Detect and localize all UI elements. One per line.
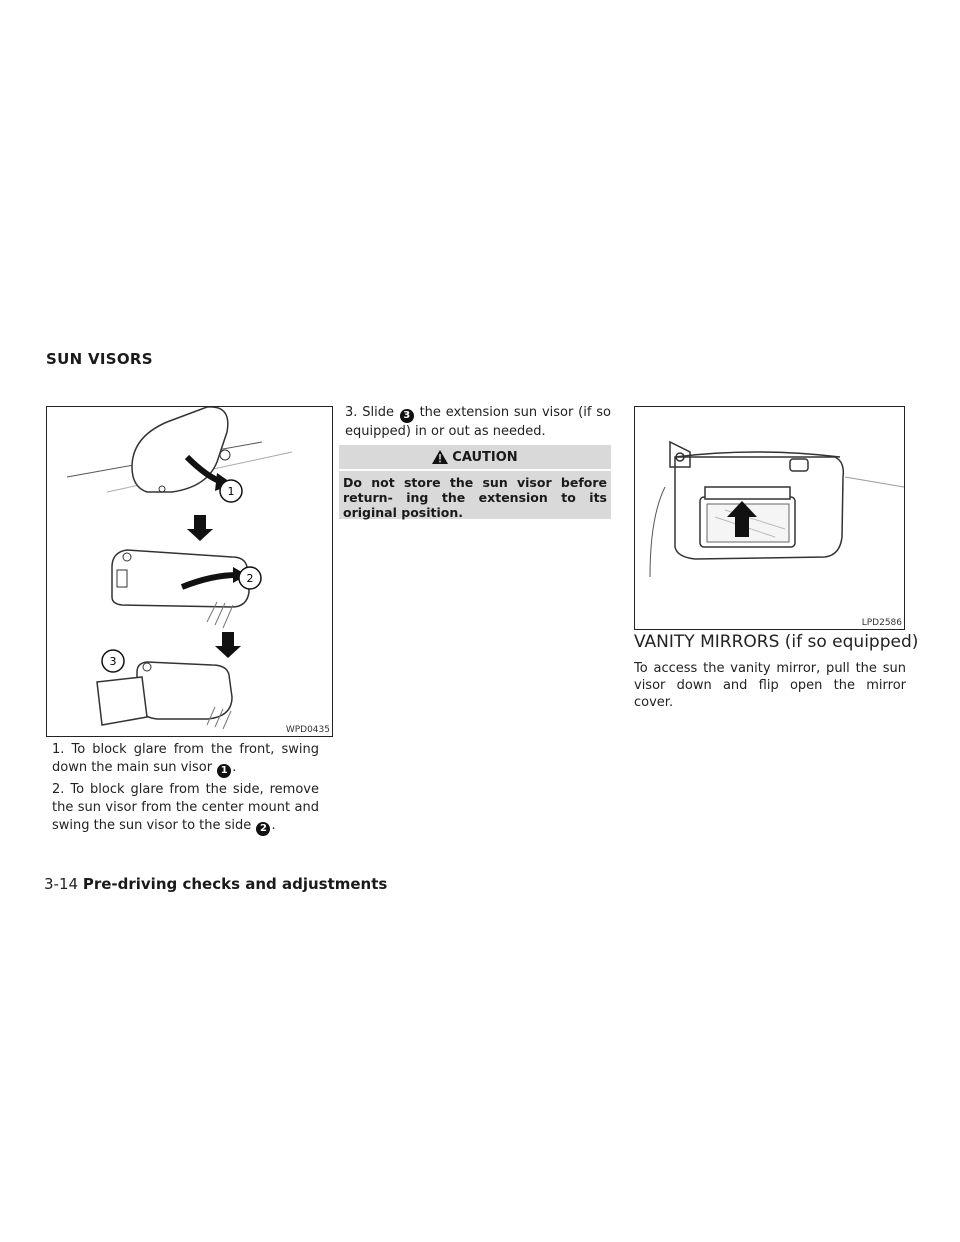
sun-visor-steps-drawing	[47, 407, 332, 736]
warning-icon	[432, 450, 448, 464]
callout-3-label: 3	[109, 655, 117, 668]
page-number: 3-14	[44, 875, 79, 893]
step-2-number: 2.	[52, 782, 65, 797]
step-1-text: To block glare from the front, swing down the main sun visor	[52, 742, 320, 775]
step-1	[52, 741, 319, 778]
caution-text: Do not store the sun visor before return- ing the extension to its original position.	[339, 471, 611, 519]
vanity-mirror-drawing	[635, 407, 904, 629]
step-2-end: .	[271, 818, 276, 833]
ref-badge-2: 2	[256, 822, 270, 836]
step-3-number: 3.	[345, 405, 358, 420]
section-title: SUN VISORS	[46, 350, 153, 368]
callout-2-label: 2	[246, 572, 254, 585]
ref-badge-3: 3	[400, 409, 414, 423]
page-footer	[44, 875, 387, 893]
step-3	[345, 404, 611, 441]
vanity-mirrors-text: To access the vanity mirror, pull the sun visor down and flip open the mirror cover.	[634, 661, 906, 710]
step-2	[52, 781, 319, 836]
step-3-text-b: the extension sun visor (if so equipped) in or out as needed.	[345, 405, 611, 439]
figure-code: WPD0435	[285, 725, 330, 735]
sun-visor-illustration	[46, 406, 333, 737]
callout-1-label: 1	[227, 485, 235, 498]
caution-label: CAUTION	[452, 449, 518, 465]
vanity-mirror-illustration	[634, 406, 905, 630]
vanity-mirrors-heading: VANITY MIRRORS (if so equipped)	[634, 632, 919, 652]
chapter-title: Pre-driving checks and adjustments	[82, 875, 388, 893]
step-1-number: 1.	[52, 742, 65, 757]
step-1-end: .	[232, 760, 237, 775]
ref-badge-1: 1	[217, 764, 231, 778]
figure-code-right: LPD2586	[861, 618, 902, 628]
caution-header	[339, 445, 611, 469]
step-3-text-a: Slide	[362, 405, 394, 420]
step-2-text: To block glare from the side, remove the sun visor from the center mount and swing the sun visor to the side	[52, 782, 319, 833]
